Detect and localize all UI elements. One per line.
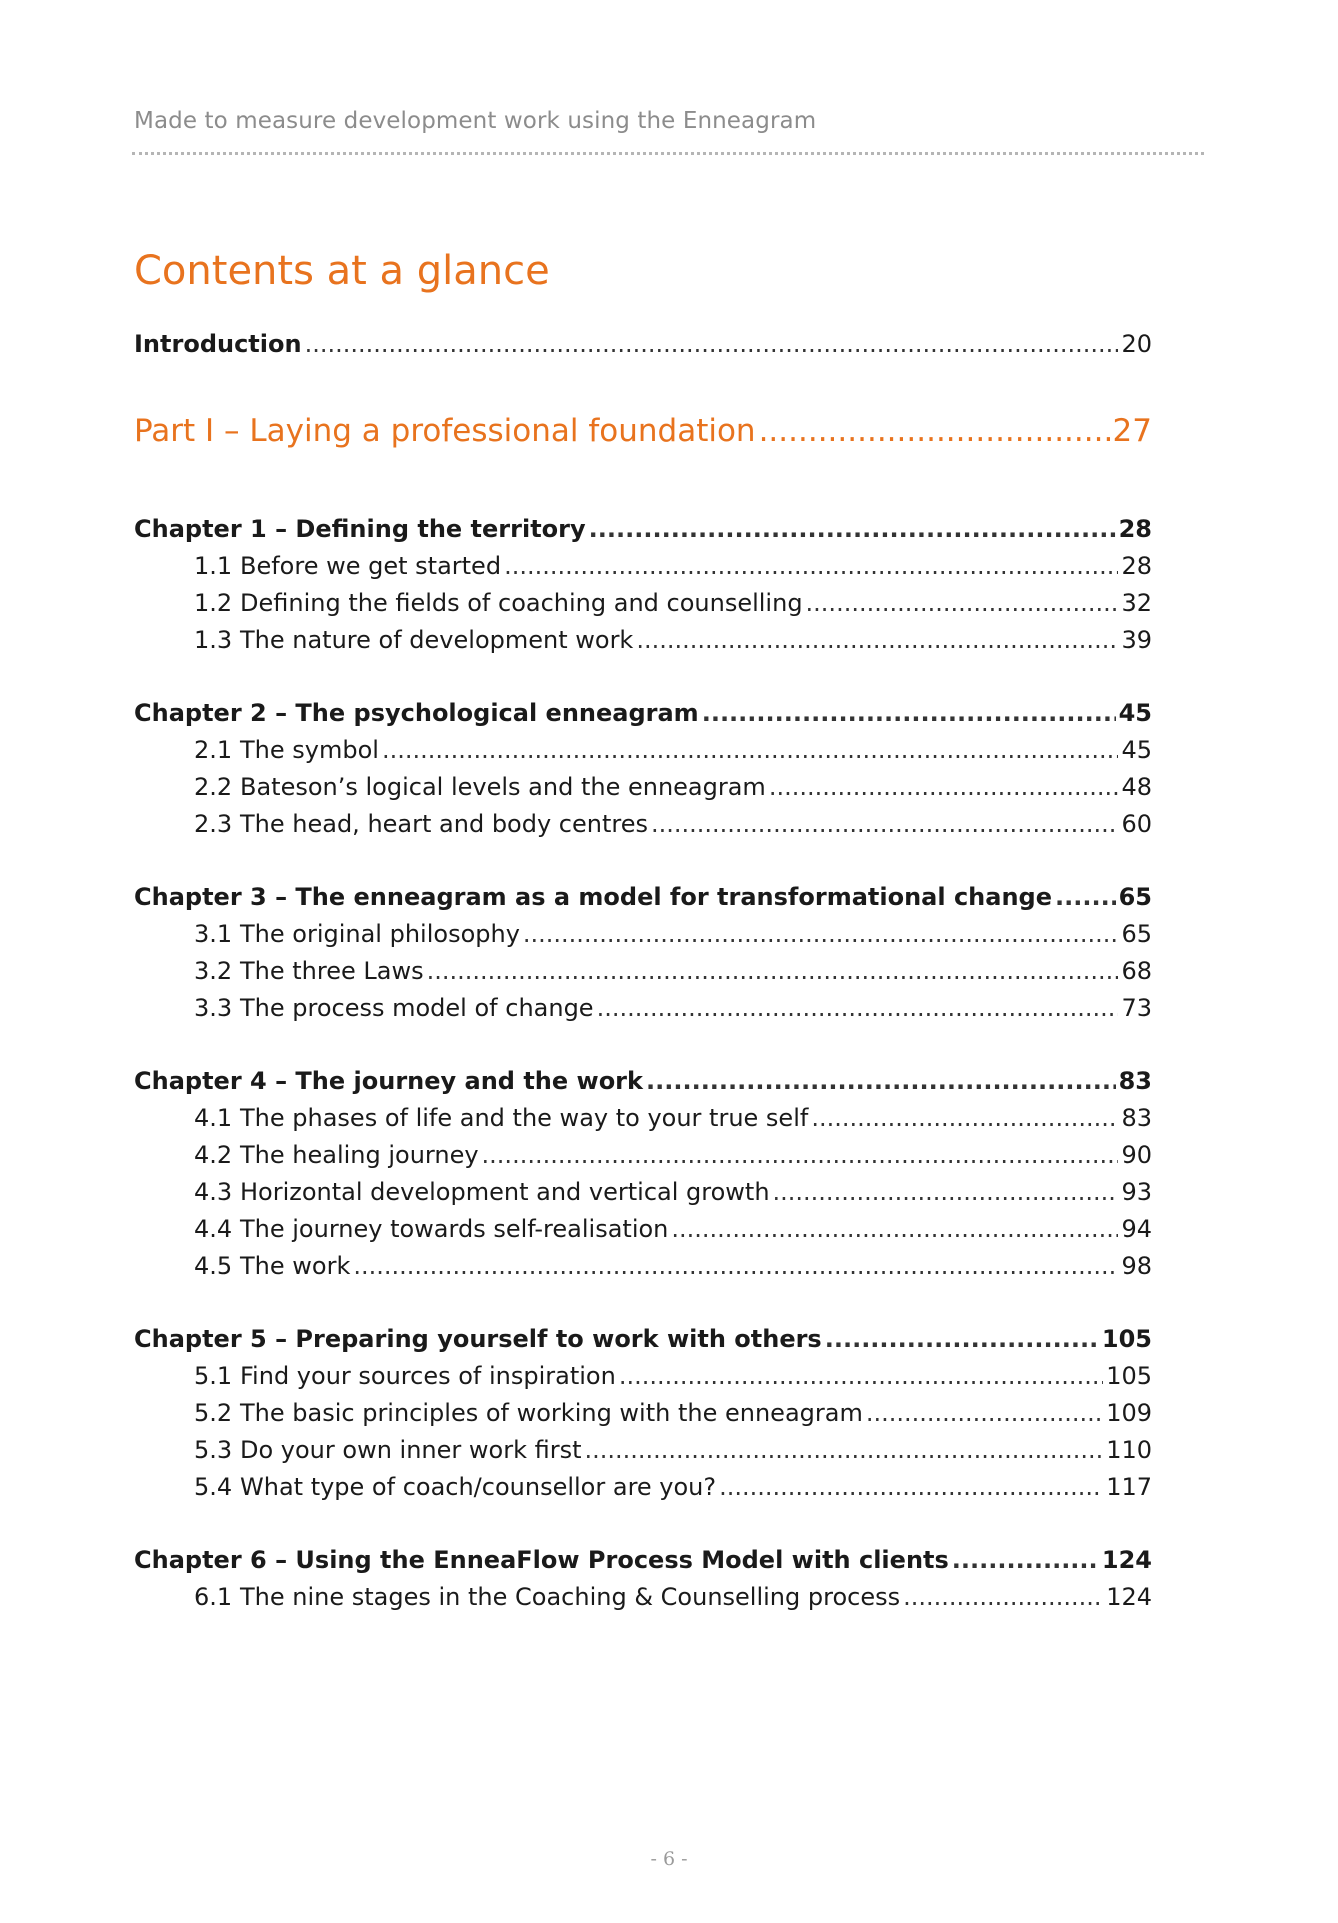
- dot-leader: [719, 1473, 1103, 1501]
- toc-section-4-3[interactable]: [134, 1178, 1152, 1215]
- toc-page-number: 83: [1118, 1067, 1152, 1095]
- dot-leader: [589, 515, 1116, 543]
- toc-section-number: 4.3: [194, 1178, 233, 1206]
- toc-page-number: 90: [1121, 1141, 1152, 1169]
- toc-entry-title: Horizontal development and vertical growth: [240, 1178, 770, 1206]
- toc-entry-title: The head, heart and body centres: [240, 810, 648, 838]
- toc-section-number: 3.2: [194, 957, 233, 985]
- toc-page-number: 28: [1121, 552, 1152, 580]
- toc-section-number: 4.4: [194, 1215, 233, 1243]
- toc-entry-title: Chapter 1 – Defining the territory: [134, 515, 586, 543]
- dot-leader: [523, 920, 1119, 948]
- chapter-list: [134, 515, 1152, 1620]
- toc-entry-title: Chapter 6 – Using the EnneaFlow Process Model with clients: [134, 1546, 949, 1574]
- toc-page-number: 110: [1106, 1436, 1152, 1464]
- toc-page-number: 65: [1118, 883, 1152, 911]
- toc-section-5-4[interactable]: [134, 1473, 1152, 1510]
- table-of-contents: [134, 330, 1152, 1620]
- toc-page-number: 98: [1121, 1252, 1152, 1280]
- toc-entry-title: The basic principles of working with the enneagram: [240, 1399, 863, 1427]
- toc-section-5-3[interactable]: [134, 1436, 1152, 1473]
- toc-page-number: 32: [1121, 589, 1152, 617]
- toc-entry-title: Chapter 2 – The psychological enneagram: [134, 699, 699, 727]
- toc-page-number: 39: [1121, 626, 1152, 654]
- toc-page-number: 45: [1121, 736, 1152, 764]
- dot-leader: [903, 1583, 1103, 1611]
- toc-section-number: 2.1: [194, 736, 233, 764]
- toc-section-2-1[interactable]: [134, 736, 1152, 773]
- page-title: Contents at a glance: [134, 248, 550, 294]
- toc-section-4-4[interactable]: [134, 1215, 1152, 1252]
- toc-section-number: 3.3: [194, 994, 233, 1022]
- toc-page-number: 27: [1112, 413, 1152, 449]
- toc-entry-title: Chapter 5 – Preparing yourself to work with others: [134, 1325, 822, 1353]
- toc-section-number: 6.1: [194, 1583, 233, 1611]
- toc-page-number: 65: [1121, 920, 1152, 948]
- toc-entry-title: Before we get started: [240, 552, 502, 580]
- toc-section-1-2[interactable]: [134, 589, 1152, 626]
- toc-section-5-1[interactable]: [134, 1362, 1152, 1399]
- dot-leader: [636, 626, 1118, 654]
- dot-leader: [773, 1178, 1119, 1206]
- toc-section-3-3[interactable]: [134, 994, 1152, 1031]
- toc-entry-title: The process model of change: [240, 994, 594, 1022]
- toc-section-5-2[interactable]: [134, 1399, 1152, 1436]
- dot-leader: [811, 1104, 1118, 1132]
- toc-section-2-2[interactable]: [134, 773, 1152, 810]
- toc-chapter-5[interactable]: [134, 1325, 1152, 1362]
- toc-chapter-1[interactable]: [134, 515, 1152, 552]
- toc-chapter-3[interactable]: [134, 883, 1152, 920]
- toc-entry-title: The work: [240, 1252, 351, 1280]
- toc-section-number: 5.2: [194, 1399, 233, 1427]
- toc-entry-title: The symbol: [240, 736, 379, 764]
- toc-page-number: 68: [1121, 957, 1152, 985]
- toc-entry-title: The journey towards self-realisation: [240, 1215, 669, 1243]
- toc-page-number: 60: [1121, 810, 1152, 838]
- dot-leader: [382, 736, 1119, 764]
- toc-chapter-2[interactable]: [134, 699, 1152, 736]
- dot-leader: [305, 330, 1119, 358]
- dot-leader: [866, 1399, 1103, 1427]
- dot-leader: [769, 773, 1119, 801]
- toc-page-number: 109: [1106, 1399, 1152, 1427]
- toc-entry-title: Part I – Laying a professional foundation: [134, 413, 756, 449]
- toc-section-number: 5.4: [194, 1473, 233, 1501]
- dot-leader: [597, 994, 1119, 1022]
- toc-section-4-5[interactable]: [134, 1252, 1152, 1289]
- dot-leader: [504, 552, 1118, 580]
- toc-section-number: 4.2: [194, 1141, 233, 1169]
- toc-section-4-2[interactable]: [134, 1141, 1152, 1178]
- toc-page-number: 28: [1118, 515, 1152, 543]
- dot-leader: [585, 1436, 1104, 1464]
- toc-entry-title: The nine stages in the Coaching & Counselling process: [240, 1583, 901, 1611]
- toc-entry-title: Defining the fields of coaching and counselling: [240, 589, 803, 617]
- dot-leader: [671, 1215, 1118, 1243]
- toc-section-number: 3.1: [194, 920, 233, 948]
- toc-entry-title: Chapter 3 – The enneagram as a model for transformational change: [134, 883, 1052, 911]
- dot-leader: [952, 1546, 1099, 1574]
- dot-leader: [482, 1141, 1119, 1169]
- toc-section-number: 4.1: [194, 1104, 233, 1132]
- toc-entry-title: The nature of development work: [240, 626, 634, 654]
- running-header: Made to measure development work using the Enneagram: [134, 108, 817, 134]
- toc-section-number: 1.3: [194, 626, 233, 654]
- toc-page-number: 105: [1106, 1362, 1152, 1390]
- dot-leader: [825, 1325, 1099, 1353]
- toc-section-3-1[interactable]: [134, 920, 1152, 957]
- page-footer-number: - 6 -: [650, 1848, 688, 1870]
- toc-section-number: 4.5: [194, 1252, 233, 1280]
- dot-leader: [759, 413, 1110, 449]
- toc-entry-title: The three Laws: [240, 957, 424, 985]
- dot-leader: [702, 699, 1116, 727]
- toc-section-2-3[interactable]: [134, 810, 1152, 847]
- toc-page-number: 73: [1121, 994, 1152, 1022]
- toc-entry-title: The healing journey: [240, 1141, 479, 1169]
- toc-section-4-1[interactable]: [134, 1104, 1152, 1141]
- dot-leader: [646, 1067, 1116, 1095]
- toc-page-number: 117: [1106, 1473, 1152, 1501]
- dot-leader: [1055, 883, 1116, 911]
- toc-page-number: 105: [1101, 1325, 1152, 1353]
- toc-section-6-1[interactable]: [134, 1583, 1152, 1620]
- dot-leader: [619, 1362, 1103, 1390]
- toc-section-number: 1.2: [194, 589, 233, 617]
- toc-page-number: 93: [1121, 1178, 1152, 1206]
- toc-page-number: 94: [1121, 1215, 1152, 1243]
- dot-leader: [427, 957, 1119, 985]
- toc-page-number: 20: [1121, 330, 1152, 358]
- toc-section-number: 2.2: [194, 773, 233, 801]
- toc-page-number: 48: [1121, 773, 1152, 801]
- toc-entry-title: Chapter 4 – The journey and the work: [134, 1067, 643, 1095]
- toc-section-1-3[interactable]: [134, 626, 1152, 663]
- dot-leader: [353, 1252, 1118, 1280]
- toc-chapter-6[interactable]: [134, 1546, 1152, 1583]
- toc-page-number: 83: [1121, 1104, 1152, 1132]
- toc-entry-title: Do your own inner work first: [240, 1436, 582, 1464]
- toc-chapter-4[interactable]: [134, 1067, 1152, 1104]
- header-dotted-rule: [132, 152, 1204, 155]
- toc-page-number: 45: [1118, 699, 1152, 727]
- toc-entry-title: Bateson’s logical levels and the enneagram: [240, 773, 766, 801]
- toc-entry-title: What type of coach/counsellor are you?: [240, 1473, 717, 1501]
- toc-section-1-1[interactable]: [134, 552, 1152, 589]
- dot-leader: [806, 589, 1119, 617]
- toc-section-number: 5.3: [194, 1436, 233, 1464]
- toc-section-number: 5.1: [194, 1362, 233, 1390]
- toc-section-number: 1.1: [194, 552, 233, 580]
- toc-page-number: 124: [1101, 1546, 1152, 1574]
- toc-section-3-2[interactable]: [134, 957, 1152, 994]
- toc-introduction[interactable]: [134, 330, 1152, 367]
- toc-entry-title: Find your sources of inspiration: [240, 1362, 616, 1390]
- dot-leader: [651, 810, 1118, 838]
- toc-page-number: 124: [1106, 1583, 1152, 1611]
- toc-entry-title: The phases of life and the way to your true self: [240, 1104, 809, 1132]
- toc-section-number: 2.3: [194, 810, 233, 838]
- toc-entry-title: The original philosophy: [240, 920, 520, 948]
- toc-part-heading[interactable]: [134, 413, 1152, 463]
- toc-entry-title: Introduction: [134, 330, 302, 358]
